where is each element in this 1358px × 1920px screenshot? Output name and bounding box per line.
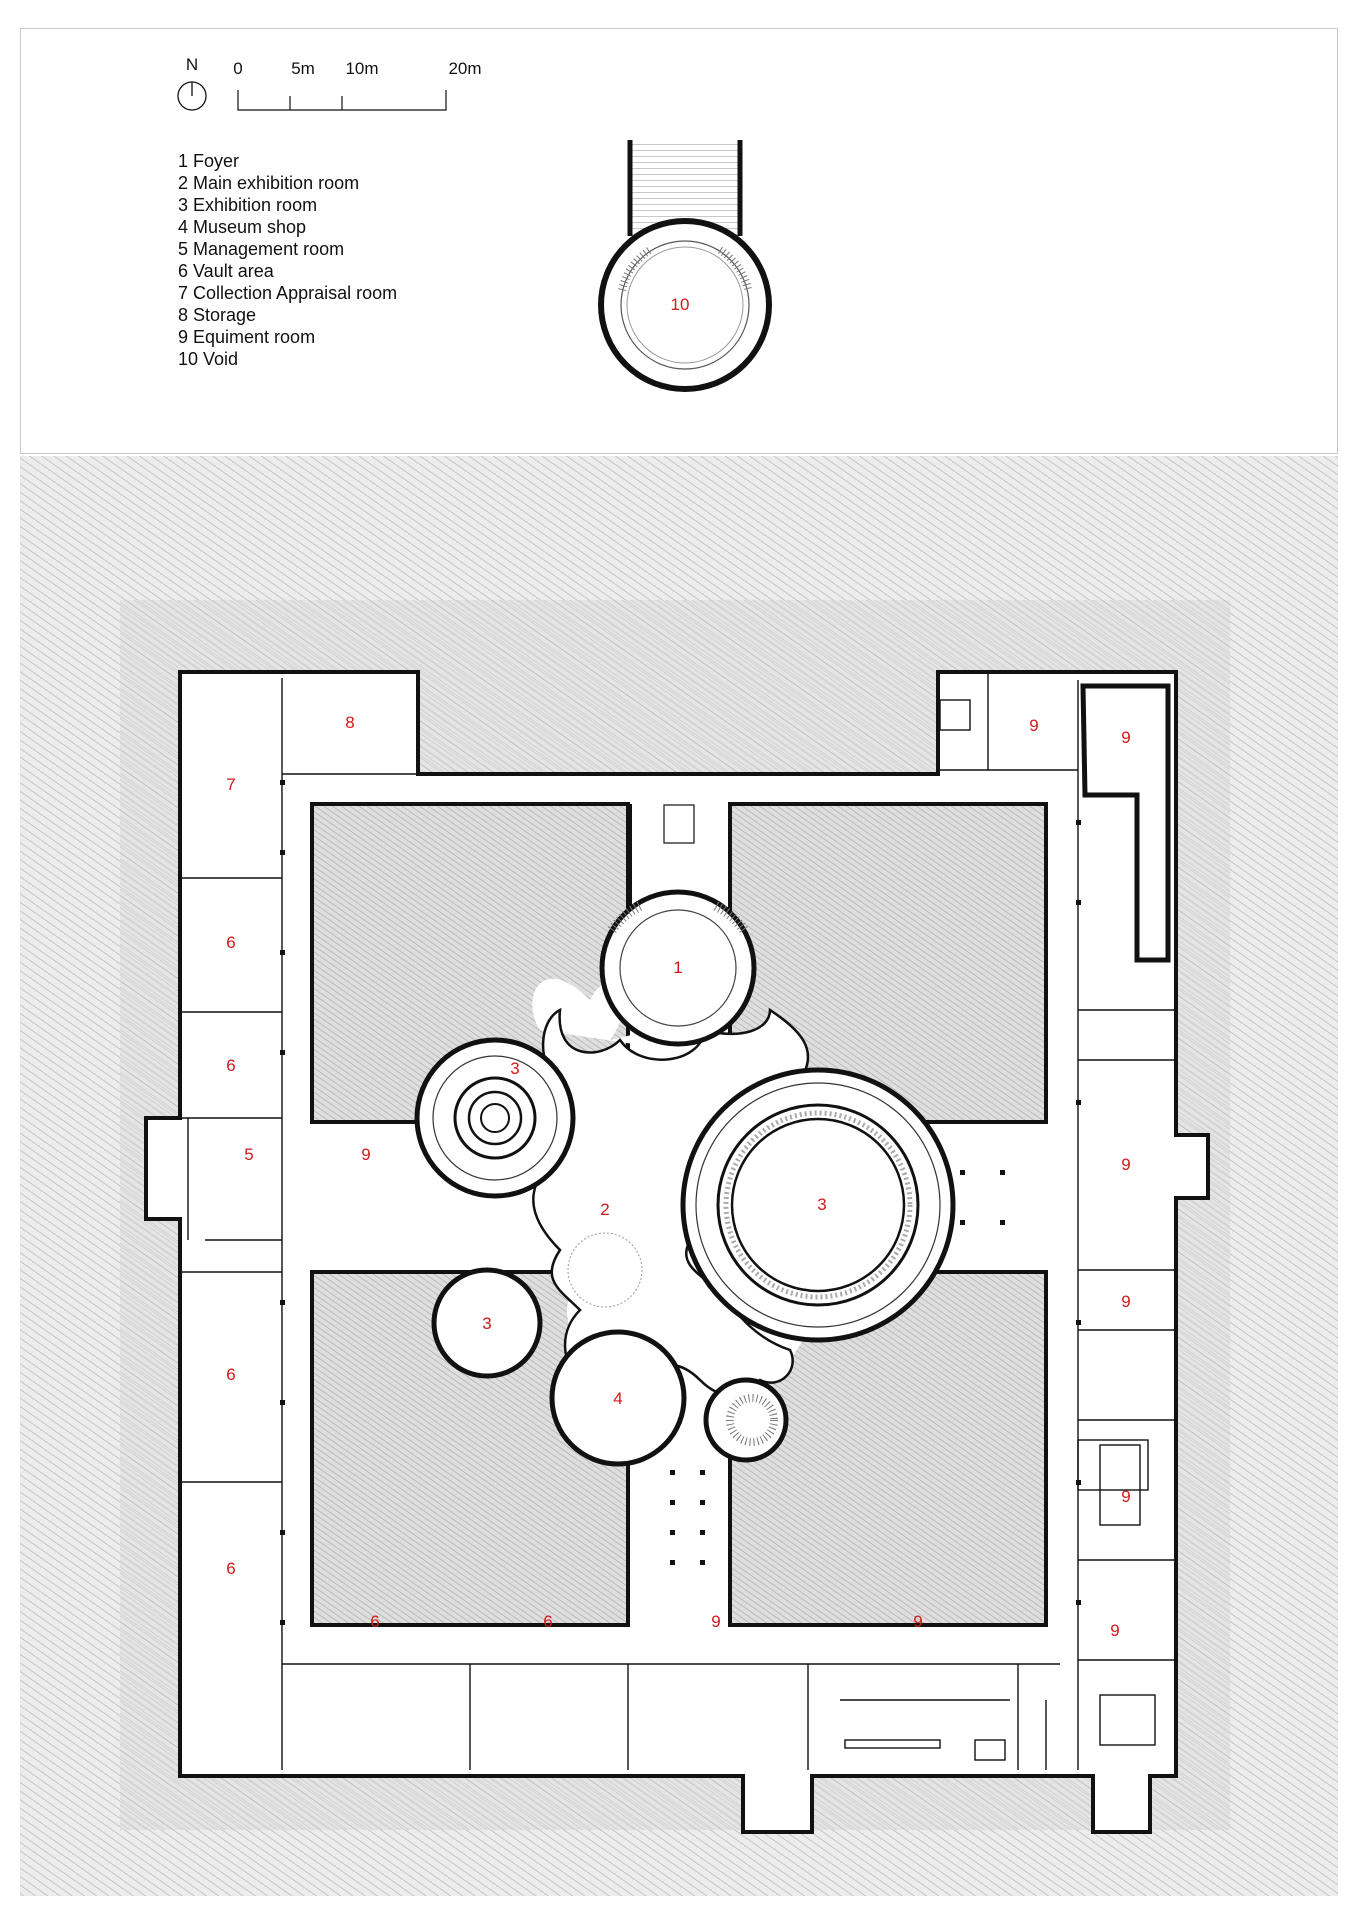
room-label-vault: 6 xyxy=(226,1056,236,1075)
room-label-vault: 6 xyxy=(370,1612,380,1631)
scale-tick-label: 0 xyxy=(233,59,243,78)
exhibition-room-large xyxy=(683,1070,953,1340)
room-label-shop: 4 xyxy=(613,1389,623,1408)
room-label-appraisal: 7 xyxy=(226,775,236,794)
room-label-equipment: 9 xyxy=(1121,1155,1131,1174)
scale-tick-label: 20m xyxy=(448,59,482,78)
room-label-vault: 6 xyxy=(226,1365,236,1384)
room-label-equipment: 9 xyxy=(711,1612,721,1631)
room-label-foyer: 1 xyxy=(673,958,683,977)
void-tower xyxy=(601,140,769,389)
legend-item: 1 Foyer xyxy=(178,151,240,171)
stair-core xyxy=(706,1380,786,1460)
legend-item: 10 Void xyxy=(178,349,239,369)
legend-item: 3 Exhibition room xyxy=(178,195,318,215)
room-label-management: 5 xyxy=(244,1145,254,1164)
room-label-equipment: 9 xyxy=(1121,1292,1131,1311)
room-label-void: 10 xyxy=(670,295,690,314)
legend-item: 7 Collection Appraisal room xyxy=(178,283,398,303)
scale-tick-label: 10m xyxy=(345,59,379,78)
room-label-exhibition-lower: 3 xyxy=(482,1314,492,1333)
legend-item: 2 Main exhibition room xyxy=(178,173,360,193)
scale-tick-label: 5m xyxy=(291,59,315,78)
museum-shop xyxy=(552,1332,684,1464)
exhibition-room-lower xyxy=(434,1270,540,1376)
room-label-vault: 6 xyxy=(226,1559,236,1578)
scale-bar xyxy=(233,59,481,110)
exhibition-room-upper xyxy=(417,1040,573,1196)
legend-item: 8 Storage xyxy=(178,305,257,325)
room-label-main-exhibition: 2 xyxy=(600,1200,610,1219)
room-label-exhibition-upper: 3 xyxy=(510,1059,520,1078)
room-label-exhibition-large: 3 xyxy=(817,1195,827,1214)
legend-item: 6 Vault area xyxy=(178,261,274,281)
legend-item: 4 Museum shop xyxy=(178,217,307,237)
room-label-vault: 6 xyxy=(543,1612,553,1631)
north-label: N xyxy=(185,55,199,74)
room-label-vault: 6 xyxy=(226,933,236,952)
room-label-equipment: 9 xyxy=(1029,716,1039,735)
legend-item: 9 Equiment room xyxy=(178,327,316,347)
room-label-equipment: 9 xyxy=(1121,728,1131,747)
room-label-storage: 8 xyxy=(345,713,355,732)
legend-item: 5 Management room xyxy=(178,239,345,259)
room-label-equipment: 9 xyxy=(913,1612,923,1631)
room-label-equipment: 9 xyxy=(1121,1487,1131,1506)
room-label-equipment: 9 xyxy=(1110,1621,1120,1640)
north-arrow-icon xyxy=(178,55,206,110)
room-label-equipment: 9 xyxy=(361,1145,371,1164)
